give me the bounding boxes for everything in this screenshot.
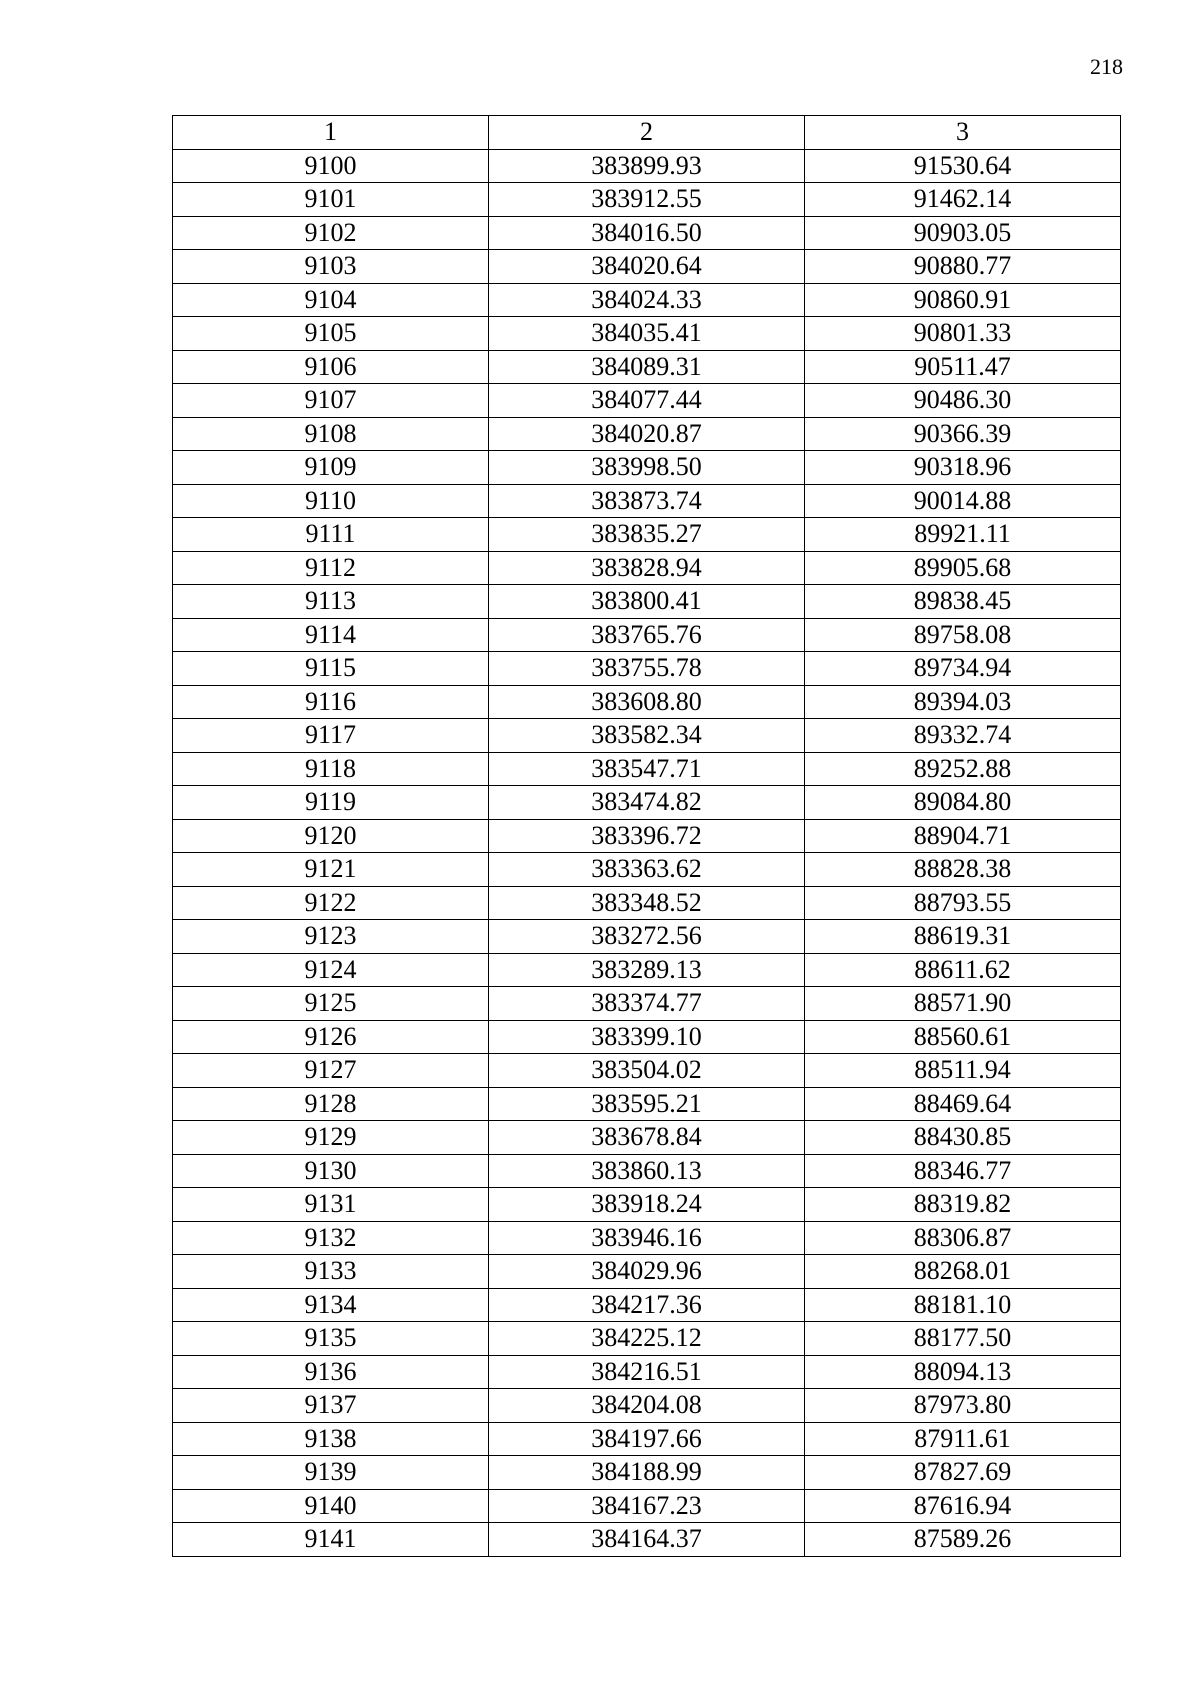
table-cell: 383899.93 xyxy=(489,149,805,183)
table-cell: 383582.34 xyxy=(489,719,805,753)
table-cell: 89394.03 xyxy=(805,685,1121,719)
table-row xyxy=(173,719,1121,753)
table-cell: 9108 xyxy=(173,417,489,451)
table-cell: 9103 xyxy=(173,250,489,284)
table-cell: 383912.55 xyxy=(489,183,805,217)
table-cell: 9129 xyxy=(173,1121,489,1155)
table-cell: 383765.76 xyxy=(489,618,805,652)
table-cell: 89332.74 xyxy=(805,719,1121,753)
table-cell: 90014.88 xyxy=(805,484,1121,518)
table-cell: 9136 xyxy=(173,1355,489,1389)
table-cell: 383755.78 xyxy=(489,652,805,686)
table-cell: 9130 xyxy=(173,1154,489,1188)
table-row xyxy=(173,920,1121,954)
table-cell: 9109 xyxy=(173,451,489,485)
table-cell: 383800.41 xyxy=(489,585,805,619)
table-cell: 9125 xyxy=(173,987,489,1021)
table-row xyxy=(173,417,1121,451)
table-cell: 9121 xyxy=(173,853,489,887)
table-cell: 384089.31 xyxy=(489,350,805,384)
table-cell: 90903.05 xyxy=(805,216,1121,250)
table-row xyxy=(173,853,1121,887)
table-row xyxy=(173,216,1121,250)
table-cell: 9105 xyxy=(173,317,489,351)
table-cell: 90880.77 xyxy=(805,250,1121,284)
table-cell: 384204.08 xyxy=(489,1389,805,1423)
table-cell: 88611.62 xyxy=(805,953,1121,987)
table-cell: 383678.84 xyxy=(489,1121,805,1155)
table-cell: 9116 xyxy=(173,685,489,719)
table-cell: 9107 xyxy=(173,384,489,418)
table-cell: 9133 xyxy=(173,1255,489,1289)
table-row xyxy=(173,1121,1121,1155)
table-cell: 383399.10 xyxy=(489,1020,805,1054)
table-row xyxy=(173,1322,1121,1356)
table-cell: 88346.77 xyxy=(805,1154,1121,1188)
header-row xyxy=(173,116,1121,150)
table-cell: 90511.47 xyxy=(805,350,1121,384)
table-cell: 91462.14 xyxy=(805,183,1121,217)
table-cell: 88793.55 xyxy=(805,886,1121,920)
table-cell: 9100 xyxy=(173,149,489,183)
table-cell: 91530.64 xyxy=(805,149,1121,183)
table-row xyxy=(173,384,1121,418)
table-cell: 9128 xyxy=(173,1087,489,1121)
table-cell: 383918.24 xyxy=(489,1188,805,1222)
table-cell: 383504.02 xyxy=(489,1054,805,1088)
table-cell: 9106 xyxy=(173,350,489,384)
table-cell: 384164.37 xyxy=(489,1523,805,1557)
table-cell: 9122 xyxy=(173,886,489,920)
table-cell: 90860.91 xyxy=(805,283,1121,317)
table-cell: 384077.44 xyxy=(489,384,805,418)
table-row xyxy=(173,819,1121,853)
table-cell: 9119 xyxy=(173,786,489,820)
table-cell: 9127 xyxy=(173,1054,489,1088)
table-row xyxy=(173,618,1121,652)
table-cell: 87616.94 xyxy=(805,1489,1121,1523)
table-cell: 88181.10 xyxy=(805,1288,1121,1322)
table-cell: 384197.66 xyxy=(489,1422,805,1456)
table-row xyxy=(173,451,1121,485)
table-row xyxy=(173,250,1121,284)
table-cell: 89838.45 xyxy=(805,585,1121,619)
table-cell: 384020.64 xyxy=(489,250,805,284)
table-cell: 88306.87 xyxy=(805,1221,1121,1255)
table-cell: 9118 xyxy=(173,752,489,786)
table-cell: 87911.61 xyxy=(805,1422,1121,1456)
table-cell: 384225.12 xyxy=(489,1322,805,1356)
table-row xyxy=(173,518,1121,552)
table-cell: 9124 xyxy=(173,953,489,987)
coordinates-table xyxy=(172,115,1121,1557)
table-cell: 384024.33 xyxy=(489,283,805,317)
table-cell: 384167.23 xyxy=(489,1489,805,1523)
page-number: 218 xyxy=(1090,54,1123,79)
table-row xyxy=(173,786,1121,820)
table-row xyxy=(173,1489,1121,1523)
table-cell: 9138 xyxy=(173,1422,489,1456)
table-cell: 88268.01 xyxy=(805,1255,1121,1289)
table-cell: 383348.52 xyxy=(489,886,805,920)
table-cell: 9140 xyxy=(173,1489,489,1523)
table-cell: 383474.82 xyxy=(489,786,805,820)
table-cell: 9117 xyxy=(173,719,489,753)
table-row xyxy=(173,987,1121,1021)
table-cell: 90801.33 xyxy=(805,317,1121,351)
table-cell: 9131 xyxy=(173,1188,489,1222)
table-cell: 89084.80 xyxy=(805,786,1121,820)
table-cell: 89921.11 xyxy=(805,518,1121,552)
table-cell: 384217.36 xyxy=(489,1288,805,1322)
table-row xyxy=(173,1523,1121,1557)
table-cell: 87827.69 xyxy=(805,1456,1121,1490)
table-row xyxy=(173,752,1121,786)
table-cell: 383374.77 xyxy=(489,987,805,1021)
table-row xyxy=(173,1054,1121,1088)
table-row xyxy=(173,1288,1121,1322)
table-cell: 88571.90 xyxy=(805,987,1121,1021)
table-cell: 384035.41 xyxy=(489,317,805,351)
table-cell: 9115 xyxy=(173,652,489,686)
column-header-2: 2 xyxy=(489,116,805,150)
table-cell: 88904.71 xyxy=(805,819,1121,853)
table-row xyxy=(173,350,1121,384)
table-cell: 383608.80 xyxy=(489,685,805,719)
column-header-1: 1 xyxy=(173,116,489,150)
table-cell: 383998.50 xyxy=(489,451,805,485)
table-row xyxy=(173,585,1121,619)
table-row xyxy=(173,1020,1121,1054)
table-cell: 9114 xyxy=(173,618,489,652)
table-row xyxy=(173,1255,1121,1289)
table-cell: 9113 xyxy=(173,585,489,619)
table-cell: 89905.68 xyxy=(805,551,1121,585)
table-cell: 90318.96 xyxy=(805,451,1121,485)
table-cell: 9126 xyxy=(173,1020,489,1054)
table-row xyxy=(173,1188,1121,1222)
table-row xyxy=(173,317,1121,351)
table-row xyxy=(173,1087,1121,1121)
table-row xyxy=(173,1355,1121,1389)
table-cell: 383547.71 xyxy=(489,752,805,786)
table-cell: 9111 xyxy=(173,518,489,552)
table-header xyxy=(173,116,1121,150)
table-cell: 9139 xyxy=(173,1456,489,1490)
table-row xyxy=(173,183,1121,217)
table-cell: 384188.99 xyxy=(489,1456,805,1490)
table-cell: 9120 xyxy=(173,819,489,853)
table-cell: 383272.56 xyxy=(489,920,805,954)
table-cell: 89734.94 xyxy=(805,652,1121,686)
table-cell: 9134 xyxy=(173,1288,489,1322)
table-cell: 90366.39 xyxy=(805,417,1121,451)
table-cell: 384020.87 xyxy=(489,417,805,451)
table-cell: 88469.64 xyxy=(805,1087,1121,1121)
table-row xyxy=(173,953,1121,987)
column-header-3: 3 xyxy=(805,116,1121,150)
table-row xyxy=(173,1456,1121,1490)
table-cell: 88430.85 xyxy=(805,1121,1121,1155)
table-cell: 383363.62 xyxy=(489,853,805,887)
table-row xyxy=(173,1422,1121,1456)
table-cell: 9132 xyxy=(173,1221,489,1255)
table-cell: 383396.72 xyxy=(489,819,805,853)
table-cell: 9110 xyxy=(173,484,489,518)
table-row xyxy=(173,283,1121,317)
table-cell: 88560.61 xyxy=(805,1020,1121,1054)
table-row xyxy=(173,1154,1121,1188)
table-cell: 383946.16 xyxy=(489,1221,805,1255)
table-row xyxy=(173,484,1121,518)
table-row xyxy=(173,551,1121,585)
table-cell: 88177.50 xyxy=(805,1322,1121,1356)
table-cell: 87973.80 xyxy=(805,1389,1121,1423)
table-cell: 9141 xyxy=(173,1523,489,1557)
table-cell: 89252.88 xyxy=(805,752,1121,786)
table-cell: 383873.74 xyxy=(489,484,805,518)
table-row xyxy=(173,1389,1121,1423)
table-cell: 383835.27 xyxy=(489,518,805,552)
table-cell: 9137 xyxy=(173,1389,489,1423)
table-cell: 9112 xyxy=(173,551,489,585)
table-cell: 383289.13 xyxy=(489,953,805,987)
table-cell: 89758.08 xyxy=(805,618,1121,652)
table-cell: 384016.50 xyxy=(489,216,805,250)
table-cell: 88094.13 xyxy=(805,1355,1121,1389)
table-cell: 88319.82 xyxy=(805,1188,1121,1222)
table-body xyxy=(173,149,1121,1556)
table-row xyxy=(173,1221,1121,1255)
table-cell: 9101 xyxy=(173,183,489,217)
table-cell: 384216.51 xyxy=(489,1355,805,1389)
table-cell: 90486.30 xyxy=(805,384,1121,418)
table-cell: 9104 xyxy=(173,283,489,317)
table-cell: 88828.38 xyxy=(805,853,1121,887)
table-cell: 88511.94 xyxy=(805,1054,1121,1088)
table-row xyxy=(173,652,1121,686)
table-row xyxy=(173,149,1121,183)
table-cell: 87589.26 xyxy=(805,1523,1121,1557)
table-cell: 384029.96 xyxy=(489,1255,805,1289)
table-cell: 88619.31 xyxy=(805,920,1121,954)
table-row xyxy=(173,685,1121,719)
table-cell: 9123 xyxy=(173,920,489,954)
table-cell: 383860.13 xyxy=(489,1154,805,1188)
table-cell: 9135 xyxy=(173,1322,489,1356)
table-row xyxy=(173,886,1121,920)
table-cell: 383828.94 xyxy=(489,551,805,585)
table-cell: 9102 xyxy=(173,216,489,250)
table-cell: 383595.21 xyxy=(489,1087,805,1121)
